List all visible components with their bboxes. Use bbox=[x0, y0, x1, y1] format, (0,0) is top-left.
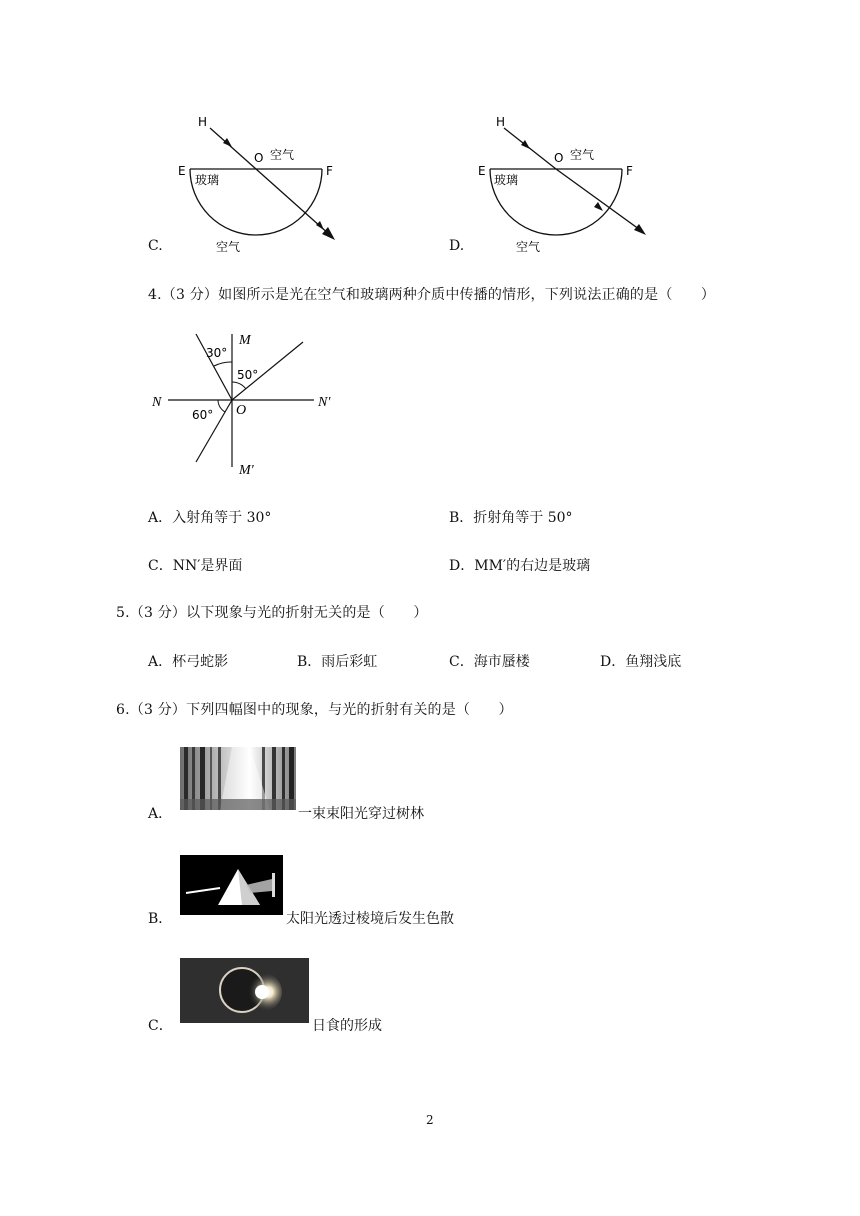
label-f: F bbox=[626, 164, 633, 178]
option-text: 折射角等于 50° bbox=[473, 510, 573, 526]
option-letter: B． bbox=[297, 654, 322, 670]
label-60: 60° bbox=[192, 408, 214, 422]
q4-option-d bbox=[449, 555, 590, 575]
label-50: 50° bbox=[237, 368, 259, 382]
q4-option-c bbox=[148, 555, 242, 575]
option-d-letter: D. bbox=[449, 238, 465, 254]
q6-option-a-letter: A． bbox=[148, 806, 173, 822]
q5-option-a bbox=[148, 651, 228, 671]
solar-eclipse-photo bbox=[180, 958, 309, 1023]
label-m-prime: M′ bbox=[239, 463, 254, 478]
refracted-arrow bbox=[634, 224, 646, 235]
label-m: M bbox=[239, 333, 251, 348]
page-number: 2 bbox=[426, 1113, 434, 1127]
q6-option-b-letter: B． bbox=[148, 911, 173, 927]
label-o: O bbox=[254, 151, 264, 165]
option-letter: B． bbox=[449, 510, 474, 526]
option-letter: A． bbox=[148, 510, 173, 526]
option-text: 入射角等于 30° bbox=[172, 510, 272, 526]
option-text: 鱼翔浅底 bbox=[625, 654, 682, 670]
question-4-stem: 4.（3 分）如图所示是光在空气和玻璃两种介质中传播的情形，下列说法正确的是（ ） bbox=[148, 287, 716, 303]
option-letter: D． bbox=[600, 654, 626, 670]
refraction-angle-diagram bbox=[148, 322, 348, 482]
label-n-prime: N′ bbox=[318, 395, 331, 410]
label-air-bottom: 空气 bbox=[216, 240, 241, 254]
arc-50 bbox=[232, 382, 246, 389]
prism-dispersion-photo bbox=[180, 855, 283, 915]
forest-sunbeam-photo bbox=[180, 747, 296, 810]
question-5-stem: 5.（3 分）以下现象与光的折射无关的是（ ） bbox=[116, 605, 428, 621]
label-air-top: 空气 bbox=[570, 148, 595, 162]
label-e: E bbox=[178, 164, 186, 178]
q4-option-b bbox=[449, 507, 573, 527]
label-glass: 玻璃 bbox=[494, 173, 519, 187]
option-text: 雨后彩虹 bbox=[321, 654, 378, 670]
q5-option-d bbox=[600, 651, 681, 671]
q5-option-c bbox=[449, 651, 530, 671]
semicircle-diagram-d bbox=[468, 110, 648, 260]
arc-30 bbox=[214, 362, 232, 366]
q5-option-b bbox=[297, 651, 377, 671]
label-h: H bbox=[198, 115, 208, 129]
inner-arrow bbox=[594, 202, 603, 211]
q6-option-a-text: 一束束阳光穿过树林 bbox=[298, 806, 424, 822]
option-text: NN′是界面 bbox=[172, 558, 243, 574]
option-letter: A． bbox=[148, 654, 173, 670]
q4-option-a bbox=[148, 507, 271, 527]
arc-60 bbox=[218, 400, 225, 412]
label-o: O bbox=[236, 403, 247, 418]
label-30: 30° bbox=[206, 346, 228, 360]
option-text: MM′的右边是玻璃 bbox=[474, 558, 591, 574]
semicircle-diagram-c bbox=[170, 110, 350, 260]
incident-arrow bbox=[223, 138, 232, 147]
option-letter: C． bbox=[148, 558, 173, 574]
option-letter: D． bbox=[449, 558, 475, 574]
q6-option-c-letter: C． bbox=[148, 1018, 173, 1034]
inner-arrow bbox=[316, 221, 324, 230]
label-e: E bbox=[478, 164, 486, 178]
label-o: O bbox=[554, 151, 564, 165]
label-air-bottom: 空气 bbox=[516, 240, 541, 254]
incident-ray bbox=[210, 128, 256, 169]
option-text: 杯弓蛇影 bbox=[172, 654, 229, 670]
incident-arrow bbox=[521, 140, 530, 149]
label-h: H bbox=[496, 115, 506, 129]
label-glass: 玻璃 bbox=[195, 173, 220, 187]
label-air-top: 空气 bbox=[270, 148, 295, 162]
option-c-letter: C. bbox=[148, 238, 163, 254]
option-letter: C． bbox=[449, 654, 474, 670]
prev-question-options bbox=[0, 100, 860, 270]
question-6-stem: 6.（3 分）下列四幅图中的现象，与光的折射有关的是（ ） bbox=[116, 702, 513, 718]
refracted-ray bbox=[556, 169, 643, 232]
label-n: N bbox=[152, 395, 162, 410]
ray-upper-left bbox=[196, 334, 232, 400]
label-f: F bbox=[326, 164, 333, 178]
option-text: 海市蜃楼 bbox=[473, 654, 530, 670]
q6-option-c-text: 日食的形成 bbox=[312, 1018, 382, 1034]
q6-option-b-text: 太阳光透过棱境后发生色散 bbox=[286, 911, 454, 927]
incident-ray bbox=[504, 128, 556, 169]
